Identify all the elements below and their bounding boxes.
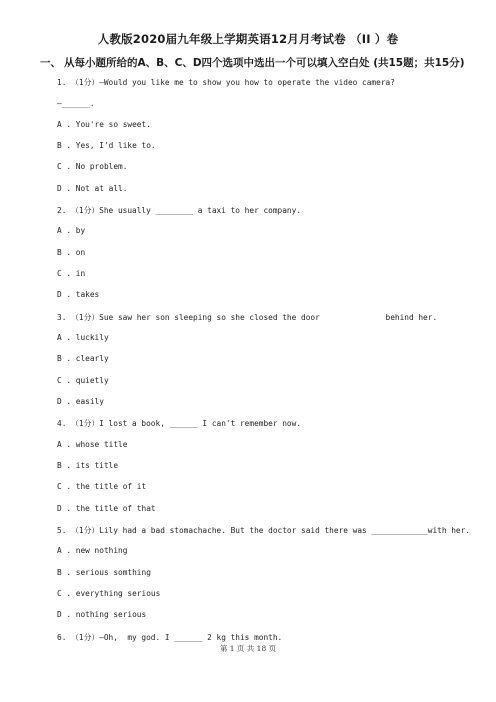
question-line: B . on (57, 248, 86, 257)
section-instructions: 从每小题所给的A、B、C、D四个选项中选出一个可以填入空白处 (共15题；共15分) (64, 57, 465, 69)
question-line: A . new nothing (57, 546, 128, 555)
question-line: A . whose title (57, 440, 128, 449)
question-line: B . its title (57, 461, 119, 470)
question-line: D . Not at all. (57, 184, 128, 193)
question-line: —______. (57, 99, 95, 108)
question-line: 5. （1分）Lily had a bad stomachache. But the doctor said there was ____________with her. (57, 526, 471, 535)
section-number: 一、 (40, 57, 61, 69)
question-line: B . serious somthing (57, 568, 151, 577)
question-line: D . easily (57, 397, 104, 406)
question-line: B . Yes, I'd like to. (57, 141, 156, 150)
question-line: D . nothing serious (57, 610, 147, 619)
question-line: 6. （1分）—Oh, my god. I ______ 2 kg this month. (57, 633, 283, 642)
question-line: 3. （1分）Sue saw her son sleeping so she closed the door behind her. (57, 313, 438, 322)
question-line: 1. （1分）—Would you like me to show you how to operate the video camera? (57, 78, 395, 87)
question-line: C . everything serious (57, 589, 161, 598)
question-line: C . the title of it (57, 482, 147, 491)
question-line: D . takes (57, 290, 100, 299)
question-line: 4. （1分）I lost a book, ______ I can't remember now. (57, 419, 302, 428)
page-footer: 第 1 页 共 18 页 (219, 644, 277, 653)
question-line: C . in (57, 269, 86, 278)
question-line: 2. （1分）She usually ________ a taxi to her company. (57, 206, 302, 215)
question-line: D . the title of that (57, 504, 156, 513)
question-line: A . by (57, 226, 86, 235)
section-heading (40, 55, 480, 70)
question-line: B . clearly (57, 354, 109, 363)
question-line: C . No problem. (57, 162, 128, 171)
question-line: A . luckily (57, 333, 109, 342)
question-line: C . quietly (57, 376, 109, 385)
question-line: A . You're so sweet. (57, 120, 151, 129)
exam-title: 人教版2020届九年级上学期英语12月月考试卷 （II ）卷 (97, 32, 399, 46)
